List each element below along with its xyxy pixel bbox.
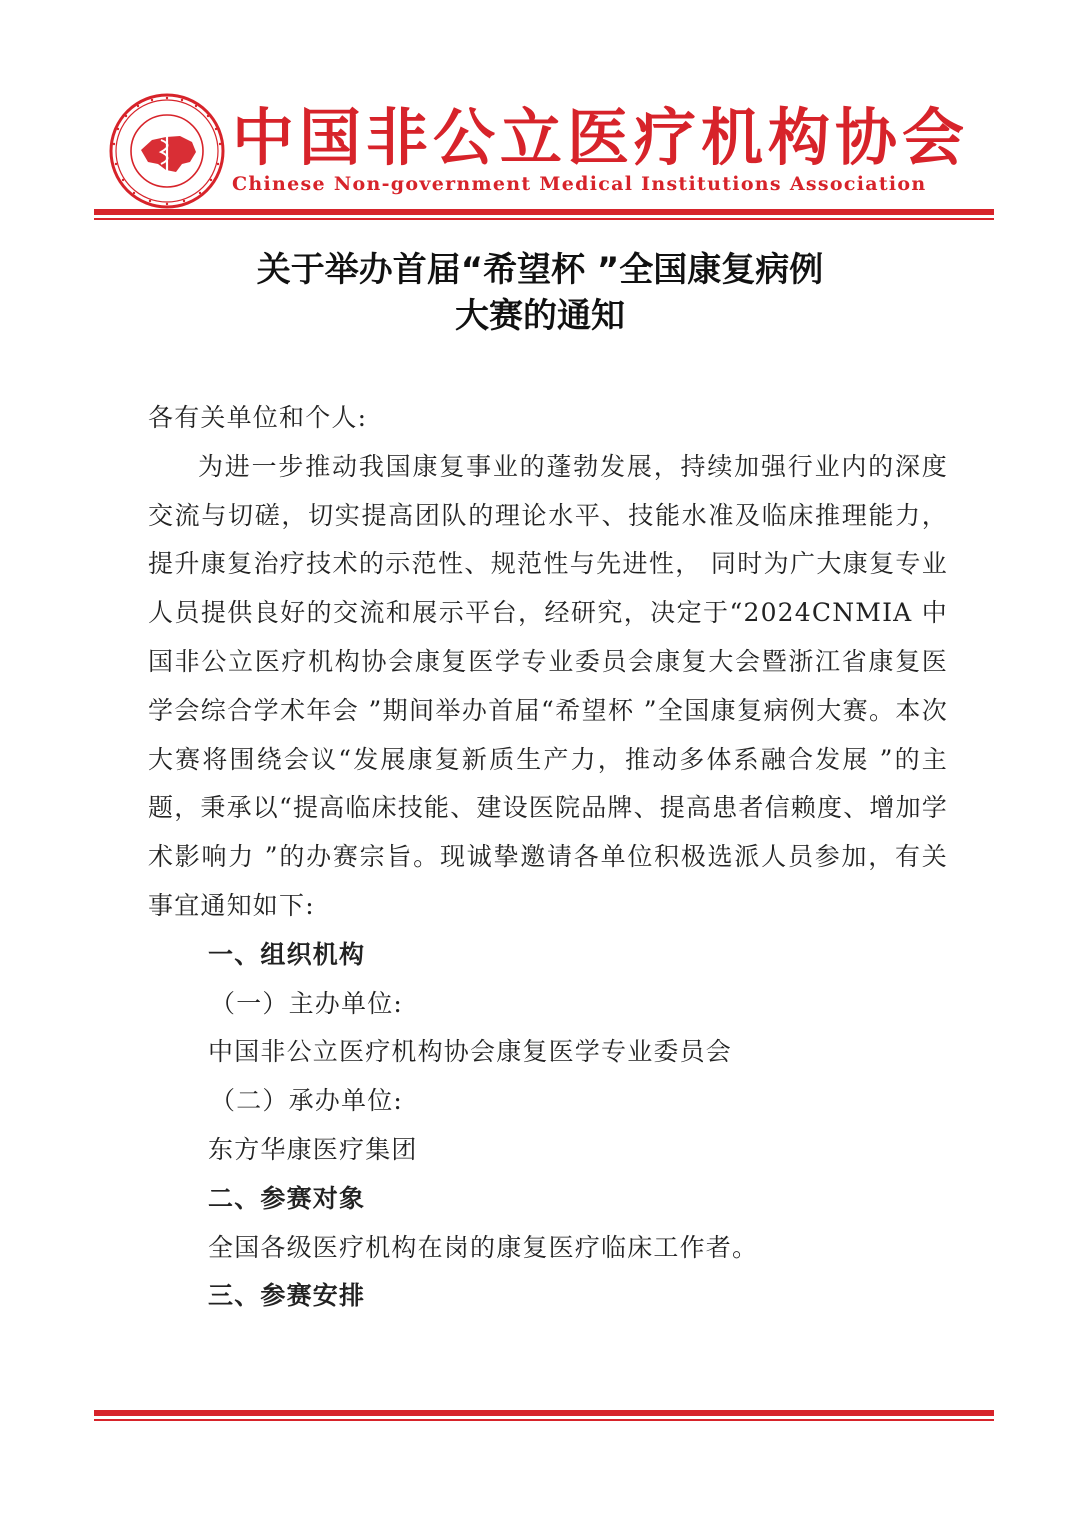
- section-1-heading: 一、组织机构: [208, 939, 366, 969]
- letterhead: [0, 0, 1080, 230]
- intro-paragraph: 为进一步推动我国康复事业的蓬勃发展，持续加强行业内的深度交流与切磋，切实提高团队的理论水平、技能水准及临床推理能力，提升康复治疗技术的示范性、规范性与先进性， 同时为广大康复专业人员提供良好的交流和展示平台，经研究，决定于“2024CNMIA 中国非公立医疗机构协会康复医学专业委员会康复大会暨浙江省康复医学会综合学术年会 ”期间举办首届“希望杯 ”全国康复病例大赛。本次大赛将围绕会议“发展康复新质生产力，推动多体系融合发展 ”的主题，秉承以“提高临床技能、建设医院品牌、提高患者信赖度、增加学术影响力 ”的办赛宗旨。现诚挚邀请各单位积极选派人员参加，有关事宜通知如下:: [148, 451, 948, 920]
- cnmia-seal-logo: [108, 92, 226, 210]
- organizer-label: （一）主办单位:: [210, 988, 404, 1018]
- header-rule-thick: [94, 209, 994, 215]
- org-name-english: Chinese Non-government Medical Institutions Association: [232, 173, 927, 195]
- document-body: [148, 394, 948, 1321]
- title-line-2: 大赛的通知: [455, 296, 625, 336]
- footer-rule-thick: [94, 1410, 994, 1416]
- document-title: [90, 247, 990, 339]
- co-organizer-label: （二）承办单位:: [210, 1086, 404, 1116]
- org-name-chinese: 中国非公立医疗机构协会: [232, 101, 970, 174]
- section-2-heading: 二、参赛对象: [208, 1183, 366, 1213]
- section-3-heading: 三、参赛安排: [208, 1281, 366, 1311]
- salutation: 各有关单位和个人:: [148, 403, 368, 432]
- participants-text: 全国各级医疗机构在岗的康复医疗临床工作者。: [208, 1232, 759, 1262]
- footer-rule-thin: [94, 1419, 994, 1421]
- organizer-value: 中国非公立医疗机构协会康复医学专业委员会: [208, 1037, 733, 1067]
- co-organizer-value: 东方华康医疗集团: [208, 1134, 418, 1164]
- title-line-1: 关于举办首届“希望杯 ”全国康复病例: [256, 250, 824, 290]
- header-rule-thin: [94, 218, 994, 220]
